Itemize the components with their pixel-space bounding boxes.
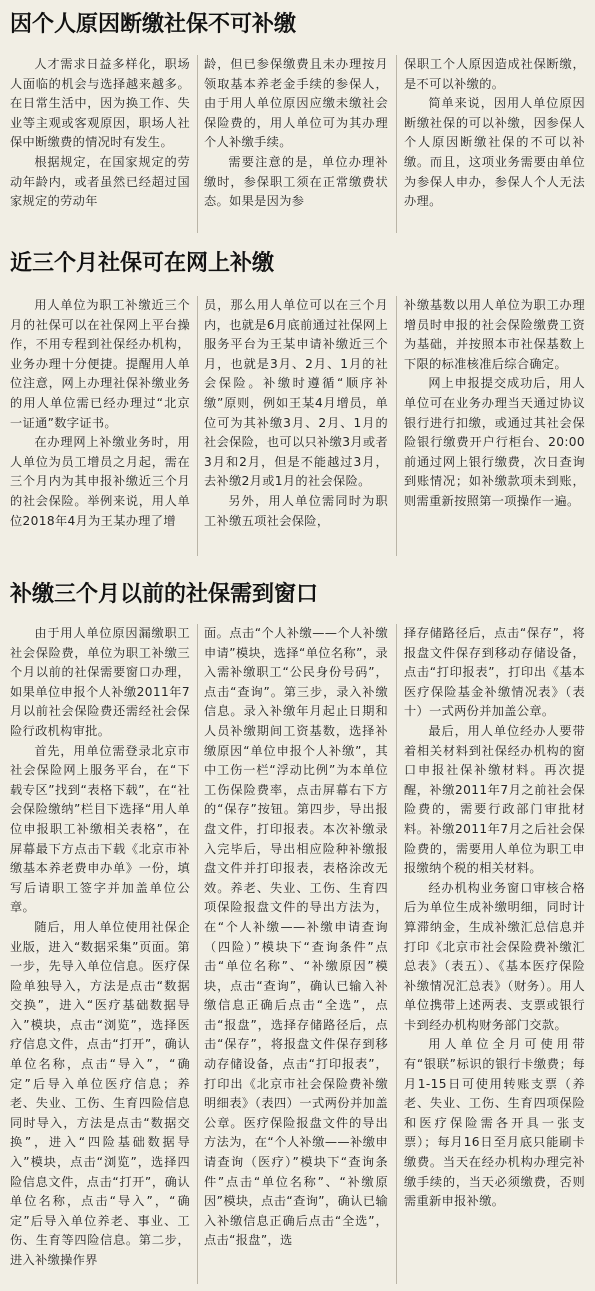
column-divider: [396, 624, 397, 1284]
paragraph: 首先，用单位需登录北京市社会保险网上服务平台，在“下载专区”找到“表格下载”，在“社会保险缴纳”栏目下选择“用人单位申报职工补缴相关表格”，在屏幕最下方点击下载《北京市补缴基本养老费申办单》一份，填写后请职工签字并加盖单位公章。: [10, 743, 190, 915]
paragraph: 补缴基数以用人单位为职工办理增员时申报的社会保险缴费工资为基础，并按照本市社保基数上下限的标准核准后综合确定。: [404, 298, 585, 371]
section-1-column-2: [204, 55, 388, 235]
paragraph: 需要注意的是，单位办理补缴时，参保职工须在正常缴费状态。如果是因为参: [204, 154, 388, 209]
section-1-heading: 因个人原因断缴社保不可补缴: [10, 12, 297, 37]
section-2-column-2: [204, 296, 388, 558]
paragraph: 人才需求日益多样化，职场人面临的机会与选择越来越多。在日常生活中，因为换工作、失业等主观或客观原因，职场人社保中断缴费的情况时有发生。: [10, 57, 190, 150]
paragraph: 用人单位全月可使用带有“银联”标识的银行卡缴费；每月1-15日可使用转账支票（养老、失业、工伤、生育四项保险和医疗保险需各开具一张支票）；每月16日至月底只能刷卡缴费。当天在经办机构办理完补缴手续的，当天必须缴费，否则需重新申报补缴。: [404, 1037, 585, 1209]
paragraph: 面。点击“个人补缴——个人补缴申请”模块，选择“单位名称”，录入需补缴职工“公民身份号码”，点击“查询”。第三步，录入补缴信息。录入补缴年月起止日期和人员补缴期间工资基数，选择补缴原因“单位申报个人补缴”，其中工伤一栏“浮动比例”为本单位工伤保险费率，点击屏幕右下方的“保存”按钮。第四步，导出报盘文件，打印报表。本次补缴录入完毕后，导出相应险种补缴报盘文件并打印报表，表格涂改无效。养老、失业、工伤、生育四项保险报盘文件的导出方法为，在“个人补缴——补缴申请查询（四险）”模块下“查询条件”点击“单位名称”、“补缴原因”模块，点击“查询”，确认已输入补缴信息正确后点击“全选”，点击“报盘”，选择存储路径后，点击“保存”，将报盘文件保存到移动存储设备，点击“打印报表”，打印出《北京市社会保险费补缴明细表》（表四）一式两份并加盖公章。医疗保险报盘文件的导出方法为，在“个人补缴——补缴申请查询（医疗）”模块下“查询条件”点击“单位名称”、“补缴原因”模块，点击“查询”，确认已输入补缴信息正确后点击“全选”，点击“报盘”，选: [204, 626, 388, 1248]
paragraph: 用人单位为职工补缴近三个月的社保可以在社保网上平台操作，不用专程到社保经办机构，业务办理十分便捷。提醒用人单位注意，网上办理社保补缴业务的用人单位需已经办理过“北京一证通”数字证书。: [10, 298, 190, 430]
paragraph: 简单来说，因用人单位原因断缴社保的可以补缴，因参保人个人原因断缴社保的不可以补缴。而且，这项业务需要由单位为参保人申办，参保人个人无法办理。: [404, 96, 585, 209]
section-3-heading: 补缴三个月以前的社保需到窗口: [10, 582, 319, 607]
paragraph: 随后，用人单位使用社保企业版，进入“数据采集”页面。第一步，先导入单位信息。医疗保险单独导入，方法是点击“数据交换”，进入“医疗基础数据导入”模块，点击“浏览”，选择医疗信息文件，点击“打开”，确认单位名称，点击“导入”，“确定”后导入单位医疗信息；养老、失业、工伤、生育四险信息同时导入，方法是点击“数据交换”，进入“四险基础数据导入”模块，点击“浏览”，选择四险信息文件，点击“打开”，确认单位名称，点击“导入”，“确定”后导入单位养老、事业、工伤、生育等四险信息。第二步，进入补缴操作界: [10, 919, 190, 1267]
section-2-heading: 近三个月社保可在网上补缴: [10, 251, 275, 276]
paragraph: 经办机构业务窗口审核合格后为单位生成补缴明细，同时计算滞纳金，生成补缴汇总信息并打印《北京市社会保险费补缴汇总表》（表五）、《基本医疗保险补缴情况汇总表》（财务）。用人单位携带上述两表、支票或银行卡到经办机构财务部门交款。: [404, 880, 585, 1032]
column-divider: [197, 296, 198, 556]
section-3-column-3: [404, 624, 585, 1286]
paragraph: 员，那么用人单位可以在三个月内，也就是6月底前通过社保网上服务平台为王某申请补缴近三个月，也就是3月、2月、1月的社会保险。补缴时遵循“顺序补缴”原则，例如王某4月增员，单位可为其补缴3月、2月、1月的社会保险，也可以只补缴3月或者3月和2月，但是不能越过3月，去补缴2月或1月的社会保险。: [204, 298, 388, 489]
section-1-column-1: [10, 55, 190, 235]
column-divider: [197, 624, 198, 1284]
section-3-column-1: [10, 624, 190, 1286]
paragraph: 择存储路径后，点击“保存”，将报盘文件保存到移动存储设备，点击“打印报表”，打印出《基本医疗保险基金补缴情况表》（表十）一式两份并加盖公章。: [404, 626, 585, 719]
paragraph: 由于用人单位原因漏缴职工社会保险费，单位为职工补缴三个月以前的社保需要窗口办理，如果单位申报个人补缴2011年7月以前社会保险费还需经社会保险行政机构审批。: [10, 626, 190, 738]
column-divider: [197, 55, 198, 233]
paragraph: 另外，用人单位需同时为职工补缴五项社会保险，: [204, 493, 388, 528]
paragraph: 网上申报提交成功后，用人单位可在业务办理当天通过协议银行进行扣缴，或通过其社会保险银行缴费开户行柜台、20:00前通过网上银行缴费，次日查询到账情况；如补缴款项未到账，则需重新按照第一项操作一遍。: [404, 376, 585, 508]
section-3-column-2: [204, 624, 388, 1286]
section-1-column-3: [404, 55, 585, 235]
paragraph: 龄，但已参保缴费且未办理按月领取基本养老金手续的参保人，由于用人单位原因应缴未缴社会保险费的，用人单位可为其办理个人补缴手续。: [204, 57, 388, 150]
paragraph: 最后，用人单位经办人要带着相关材料到社保经办机构的窗口申报社保补缴材料。再次提醒，补缴2011年7月之前社会保险费的，需要行政部门审批材料。补缴2011年7月之后社会保险费的，需要用人单位为职工申报缴纳个税的相关材料。: [404, 723, 585, 876]
column-divider: [396, 55, 397, 233]
section-2-column-1: [10, 296, 190, 558]
paragraph: 根据规定，在国家规定的劳动年龄内，或者虽然已经超过国家规定的劳动年: [10, 154, 190, 209]
column-divider: [396, 296, 397, 556]
paragraph: 保职工个人原因造成社保断缴，是不可以补缴的。: [404, 57, 585, 91]
paragraph: 在办理网上补缴业务时，用人单位为员工增员之月起，需在三个月内为其申报补缴近三个月的社会保险。举例来说，用人单位2018年4月为王某办理了增: [10, 435, 190, 528]
section-2-column-3: [404, 296, 585, 558]
